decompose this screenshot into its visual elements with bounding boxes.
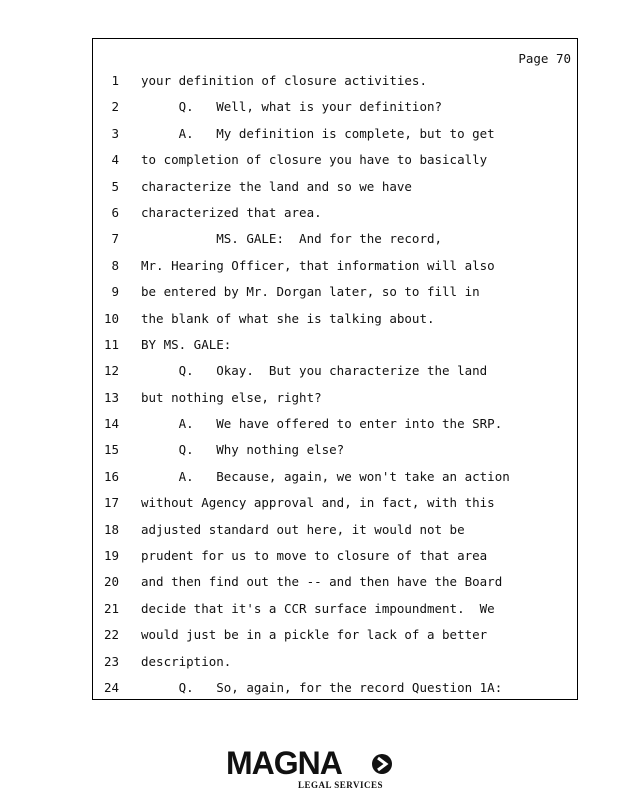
line-number: 8 bbox=[111, 257, 119, 273]
transcript-lines bbox=[93, 73, 577, 706]
line-text: the blank of what she is talking about. bbox=[141, 310, 435, 326]
line-text: Q. Well, what is your definition? bbox=[141, 99, 443, 115]
logo-wordmark: MAGNA bbox=[226, 745, 342, 781]
transcript-line bbox=[93, 284, 577, 310]
line-number: 11 bbox=[103, 336, 119, 352]
magna-logo-mark bbox=[224, 744, 394, 792]
line-text: A. Because, again, we won't take an action bbox=[141, 468, 510, 484]
transcript-line bbox=[93, 126, 577, 152]
transcript-line bbox=[93, 231, 577, 257]
magna-logo bbox=[0, 744, 618, 792]
transcript-line bbox=[93, 179, 577, 205]
transcript-line bbox=[93, 205, 577, 231]
line-number: 3 bbox=[111, 125, 119, 141]
line-number: 9 bbox=[111, 284, 119, 300]
transcript-line bbox=[93, 522, 577, 548]
line-text: description. bbox=[141, 653, 232, 669]
line-number: 22 bbox=[103, 627, 119, 643]
line-text: and then find out the -- and then have the Board bbox=[141, 574, 503, 590]
line-number: 23 bbox=[103, 653, 119, 669]
line-number: 14 bbox=[103, 416, 119, 432]
transcript-line bbox=[93, 363, 577, 389]
line-text: would just be in a pickle for lack of a better bbox=[141, 627, 488, 643]
line-text: A. My definition is complete, but to get bbox=[141, 125, 495, 141]
transcript-line bbox=[93, 495, 577, 521]
line-text: your definition of closure activities. bbox=[141, 73, 427, 88]
line-number: 4 bbox=[111, 152, 119, 168]
line-number: 19 bbox=[103, 548, 119, 564]
line-text: prudent for us to move to closure of that area bbox=[141, 548, 488, 564]
line-text: adjusted standard out here, it would not be bbox=[141, 521, 465, 537]
line-text: characterized that area. bbox=[141, 204, 322, 220]
transcript-page-frame bbox=[92, 38, 578, 700]
line-text: characterize the land and so we have bbox=[141, 178, 412, 194]
line-text: Mr. Hearing Officer, that information will also bbox=[141, 257, 495, 273]
line-text: without Agency approval and, in fact, with this bbox=[141, 495, 495, 511]
transcript-line bbox=[93, 442, 577, 468]
transcript-line bbox=[93, 601, 577, 627]
line-number: 12 bbox=[103, 363, 119, 379]
transcript-line bbox=[93, 548, 577, 574]
transcript-line bbox=[93, 73, 577, 99]
transcript-line bbox=[93, 627, 577, 653]
transcript-line bbox=[93, 390, 577, 416]
logo-tagline: LEGAL SERVICES bbox=[298, 780, 383, 790]
line-text: decide that it's a CCR surface impoundment. We bbox=[141, 600, 495, 616]
transcript-line bbox=[93, 680, 577, 706]
line-number: 17 bbox=[103, 495, 119, 511]
line-text: Q. So, again, for the record Question 1A: bbox=[141, 679, 503, 695]
transcript-line bbox=[93, 654, 577, 680]
line-number: 21 bbox=[103, 600, 119, 616]
line-text: MS. GALE: And for the record, bbox=[141, 231, 443, 247]
line-number: 6 bbox=[111, 204, 119, 220]
line-number: 7 bbox=[111, 231, 119, 247]
line-number: 10 bbox=[103, 310, 119, 326]
arrow-circle-icon bbox=[372, 754, 392, 774]
line-text: but nothing else, right? bbox=[141, 389, 322, 405]
transcript-line bbox=[93, 416, 577, 442]
line-text: to completion of closure you have to basically bbox=[141, 152, 488, 168]
transcript-line bbox=[93, 469, 577, 495]
line-number: 13 bbox=[103, 389, 119, 405]
line-text: Q. Why nothing else? bbox=[141, 442, 345, 458]
line-text: Q. Okay. But you characterize the land bbox=[141, 363, 488, 379]
line-text: BY MS. GALE: bbox=[141, 336, 232, 352]
transcript-line bbox=[93, 337, 577, 363]
transcript-line bbox=[93, 574, 577, 600]
transcript-line bbox=[93, 258, 577, 284]
line-number: 16 bbox=[103, 468, 119, 484]
transcript-line bbox=[93, 152, 577, 178]
line-number: 15 bbox=[103, 442, 119, 458]
line-number: 24 bbox=[103, 679, 119, 695]
line-number: 1 bbox=[111, 73, 119, 88]
line-number: 2 bbox=[111, 99, 119, 115]
page-number: Page 70 bbox=[518, 51, 571, 66]
line-number: 5 bbox=[111, 178, 119, 194]
line-number: 18 bbox=[103, 521, 119, 537]
line-text: A. We have offered to enter into the SRP. bbox=[141, 416, 503, 432]
line-text: be entered by Mr. Dorgan later, so to fill in bbox=[141, 284, 480, 300]
line-number: 20 bbox=[103, 574, 119, 590]
transcript-line bbox=[93, 311, 577, 337]
transcript-line bbox=[93, 99, 577, 125]
